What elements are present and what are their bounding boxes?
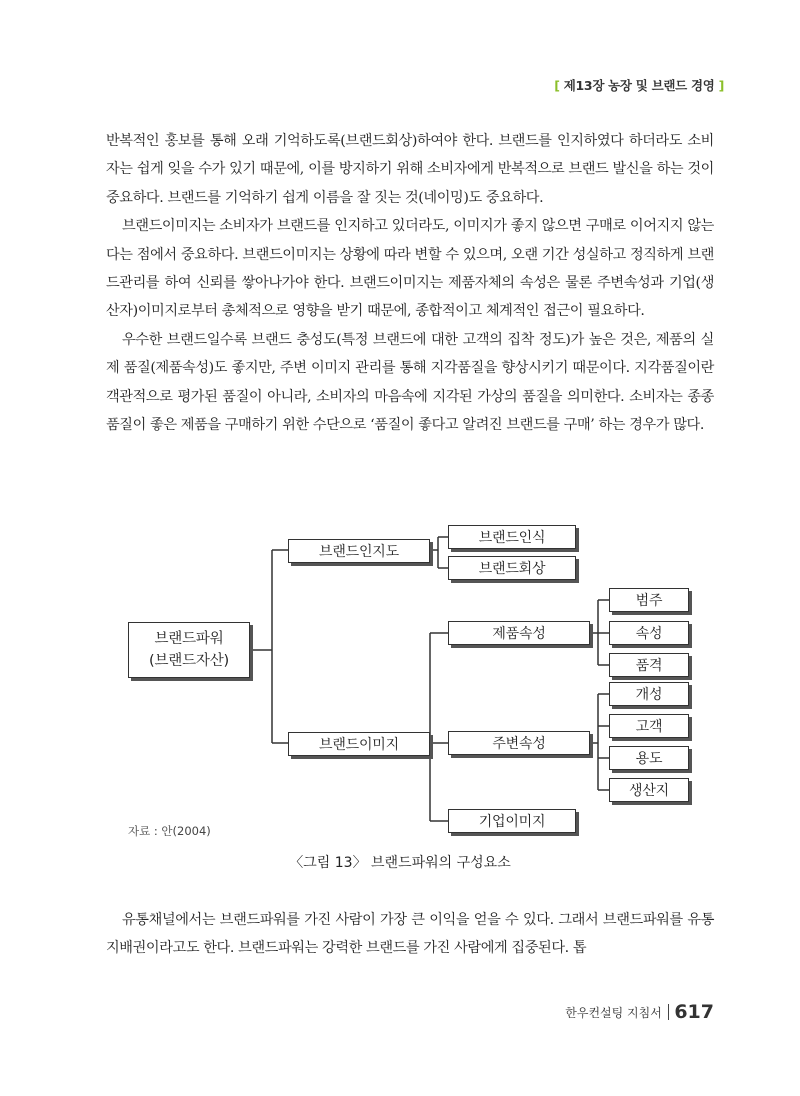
box-category: 범주 — [609, 588, 689, 612]
figure-caption: 〈그림 13〉 브랜드파워의 구성요소 — [289, 855, 511, 871]
paragraph: 유통채널에서는 브랜드파워를 가진 사람이 가장 큰 이익을 얻을 수 있다. 그래서 브랜드파워를 유통지배권이라고도 한다. 브랜드파워는 강력한 브랜드를 가진 사람에게 집중된다. 톱 — [106, 912, 714, 957]
paragraph: 반복적인 홍보를 통해 오래 기억하도록(브랜드회상)하여야 한다. 브랜드를 인지하였다 하더라도 소비자는 쉽게 잊을 수가 있기 때문에, 이를 방지하기 위해 소비자에게 반복적으로 브랜드 발신을 하는 것이 중요하다. 브랜드를 기억하기 쉽게 이름을 잘 짓는 것(네이밍)도 중요하다. — [106, 133, 714, 206]
header-bracket-open: [ — [554, 78, 560, 93]
body-text-bottom — [106, 906, 714, 963]
header-bracket-close: ] — [718, 78, 724, 93]
box-peripheral-attribute: 주변속성 — [448, 731, 590, 755]
brand-power-label: 브랜드파워 — [154, 631, 224, 647]
chapter-title: 제13장 농장 및 브랜드 경영 — [563, 78, 715, 93]
connector-product — [590, 600, 609, 665]
connector-image — [430, 633, 448, 821]
connector-awareness — [430, 537, 448, 568]
connector-peripheral — [590, 694, 609, 790]
box-usage: 용도 — [609, 746, 689, 770]
guide-title: 한우컨설팅 지침서 — [565, 1005, 662, 1020]
box-origin: 생산지 — [609, 778, 689, 802]
box-brand-recognition: 브랜드인식 — [448, 525, 576, 549]
page-number: 617 — [674, 1001, 714, 1023]
box-grade: 품격 — [609, 653, 689, 677]
box-product-attribute: 제품속성 — [448, 621, 590, 645]
box-brand-awareness: 브랜드인지도 — [288, 539, 430, 563]
paragraph: 우수한 브랜드일수록 브랜드 충성도(특정 브랜드에 대한 고객의 집착 정도)가 높은 것은, 제품의 실제 품질(제품속성)도 좋지만, 주변 이미지 관리를 통해 지각품질을 향상시키기 때문이다. 지각품질이란 객관적으로 평가된 품질이 아니라, 소비자의 마음속에 지각된 가상의 품질을 의미한다. 소비자는 종종 품질이 좋은 제품을 구매하기 위한 수단으로 ‘품질이 좋다고 알려진 브랜드를 구매’ 하는 경우가 많다. — [106, 331, 714, 434]
box-corporate-image: 기업이미지 — [448, 809, 576, 833]
brand-equity-label: (브랜드자산) — [149, 653, 229, 669]
box-customer: 고객 — [609, 714, 689, 738]
box-attribute: 속성 — [609, 621, 689, 645]
figure-source: 자료 : 안(2004) — [128, 824, 211, 838]
box-personality: 개성 — [609, 682, 689, 706]
paragraph: 브랜드이미지는 소비자가 브랜드를 인지하고 있더라도, 이미지가 좋지 않으면 구매로 이어지지 않는다는 점에서 중요하다. 브랜드이미지는 상황에 따라 변할 수 있으며, 오랜 기간 성실하고 정직하게 브랜드관리를 하여 신뢰를 쌓아나가야 한다. 브랜드이미지는 제품자체의 속성은 물론 주변속성과 기업(생산자)이미지로부터 총체적으로 영향을 받기 때문에, 종합적이고 체계적인 접근이 필요하다. — [106, 218, 714, 320]
box-brand-power — [128, 622, 250, 678]
page-footer — [565, 1001, 714, 1023]
footer-divider — [668, 1004, 670, 1020]
box-brand-image: 브랜드이미지 — [288, 732, 430, 756]
box-brand-recall: 브랜드회상 — [448, 556, 576, 580]
connector-root — [250, 550, 288, 743]
